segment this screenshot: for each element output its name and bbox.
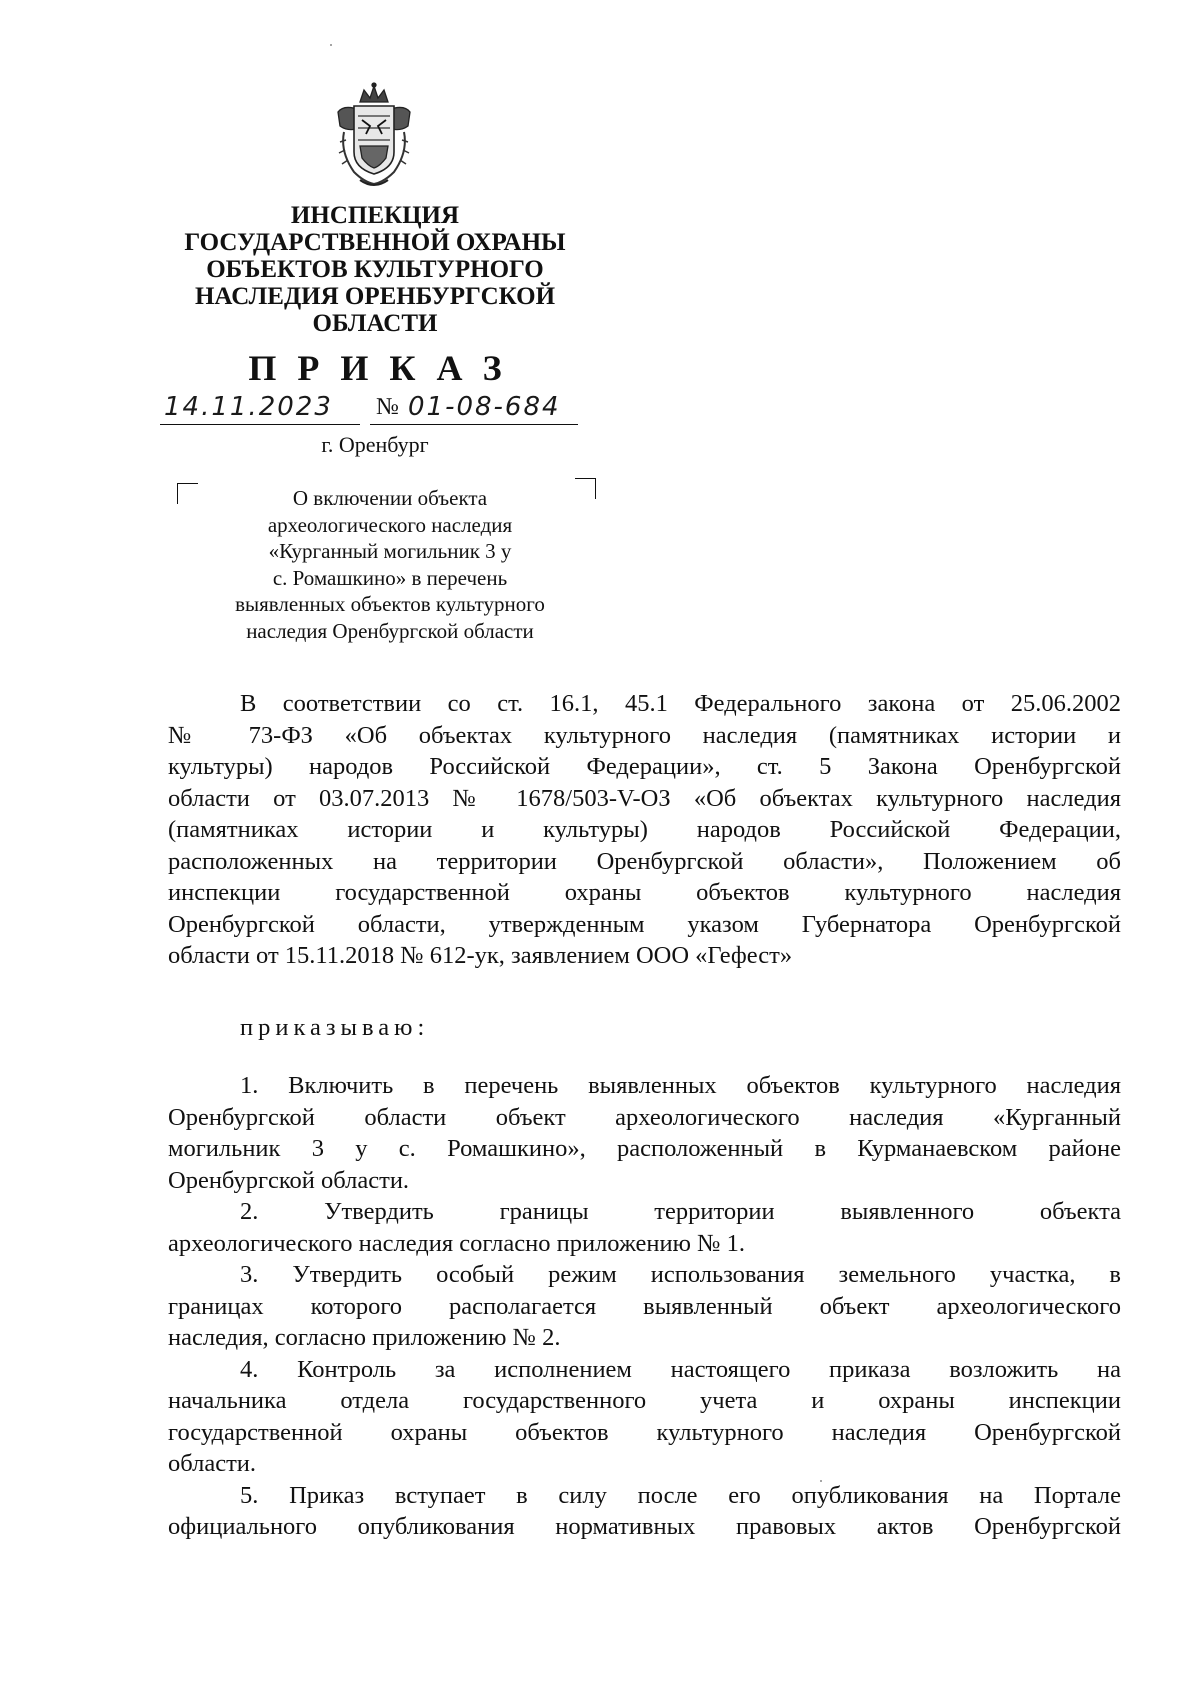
text-line: государственной охраны объектов культурного наследия Оренбургской xyxy=(168,1418,1121,1446)
document-subject xyxy=(180,485,600,644)
text-line: границах которого располагается выявленный объект археологического xyxy=(168,1292,1121,1320)
text-line: области от 15.11.2018 № 612-ук, заявлением ООО «Гефест» xyxy=(168,942,793,969)
text-line: Оренбургской области. xyxy=(168,1166,410,1194)
text-line: начальника отдела государственного учета и охраны инспекции xyxy=(168,1387,1121,1414)
subject-line: выявленных объектов культурного xyxy=(235,592,545,616)
text-line: Оренбургской области объект археологического наследия «Курганный xyxy=(168,1103,1121,1131)
text-line: 2. Утвердить границы территории выявленного объекта xyxy=(240,1198,1121,1225)
document-date: 14.11.2023 xyxy=(164,392,333,422)
order-word: приказываю: xyxy=(240,1014,430,1041)
org-line: ОБЛАСТИ xyxy=(312,310,438,337)
coat-of-arms-icon xyxy=(330,82,418,190)
text-line: археологического наследия согласно приложению № 1. xyxy=(168,1229,745,1257)
number-label: № xyxy=(376,394,399,420)
text-line: культуры) народов Российской Федерации», ст. 5 Закона Оренбургской xyxy=(168,753,1121,780)
document-type: ПРИКАЗ xyxy=(248,348,523,388)
text-line: В соответствии со ст. 16.1, 45.1 Федерального закона от 25.06.2002 xyxy=(240,690,1121,717)
subject-line: наследия Оренбургской области xyxy=(246,618,534,643)
text-line: инспекции государственной охраны объектов культурного наследия xyxy=(168,879,1121,906)
text-line: могильник 3 у с. Ромашкино», расположенный в Курманаевском районе xyxy=(168,1135,1121,1162)
org-line: ГОСУДАРСТВЕННОЙ ОХРАНЫ xyxy=(184,229,566,256)
text-line: Оренбургской области, утвержденным указом Губернатора Оренбургской xyxy=(168,910,1121,938)
subject-line: с. Ромашкино» в перечень xyxy=(272,565,508,590)
scan-speck xyxy=(820,1480,822,1482)
text-line: (памятниках истории и культуры) народов Российской Федерации, xyxy=(168,816,1121,843)
text-line: 5. Приказ вступает в силу после его опубликования на Портале xyxy=(240,1481,1121,1509)
preamble-paragraph xyxy=(168,688,1121,972)
number-underline xyxy=(370,424,578,425)
text-line: области от 03.07.2013 № 1678/503-V-ОЗ «Об объектах культурного наследия xyxy=(168,784,1121,812)
text-line: № 73-ФЗ «Об объектах культурного наследия (памятниках истории и xyxy=(168,721,1121,749)
date-underline xyxy=(160,424,360,425)
text-line: области. xyxy=(168,1450,257,1477)
subject-line: О включении объекта xyxy=(292,486,488,510)
scan-speck xyxy=(330,44,332,46)
text-line: официального опубликования нормативных правовых актов Оренбургской xyxy=(168,1513,1121,1540)
text-line: расположенных на территории Оренбургской области», Положением об xyxy=(168,847,1121,875)
document-city: г. Оренбург xyxy=(321,432,429,457)
organization-name xyxy=(110,202,640,337)
document-number: 01-08-684 xyxy=(408,392,561,422)
subject-line: археологического наследия xyxy=(267,512,513,537)
org-line: НАСЛЕДИЯ ОРЕНБУРГСКОЙ xyxy=(194,283,556,310)
org-line: ИНСПЕКЦИЯ xyxy=(290,202,460,229)
subject-line: «Курганный могильник 3 у xyxy=(268,539,512,563)
text-line: 1. Включить в перечень выявленных объектов культурного наследия xyxy=(240,1072,1121,1099)
order-items xyxy=(168,1070,1121,1543)
org-line: ОБЪЕКТОВ КУЛЬТУРНОГО xyxy=(206,256,544,283)
text-line: 3. Утвердить особый режим использования земельного участка, в xyxy=(240,1261,1121,1288)
text-line: 4. Контроль за исполнением настоящего приказа возложить на xyxy=(240,1355,1121,1383)
text-line: наследия, согласно приложению № 2. xyxy=(168,1324,561,1351)
